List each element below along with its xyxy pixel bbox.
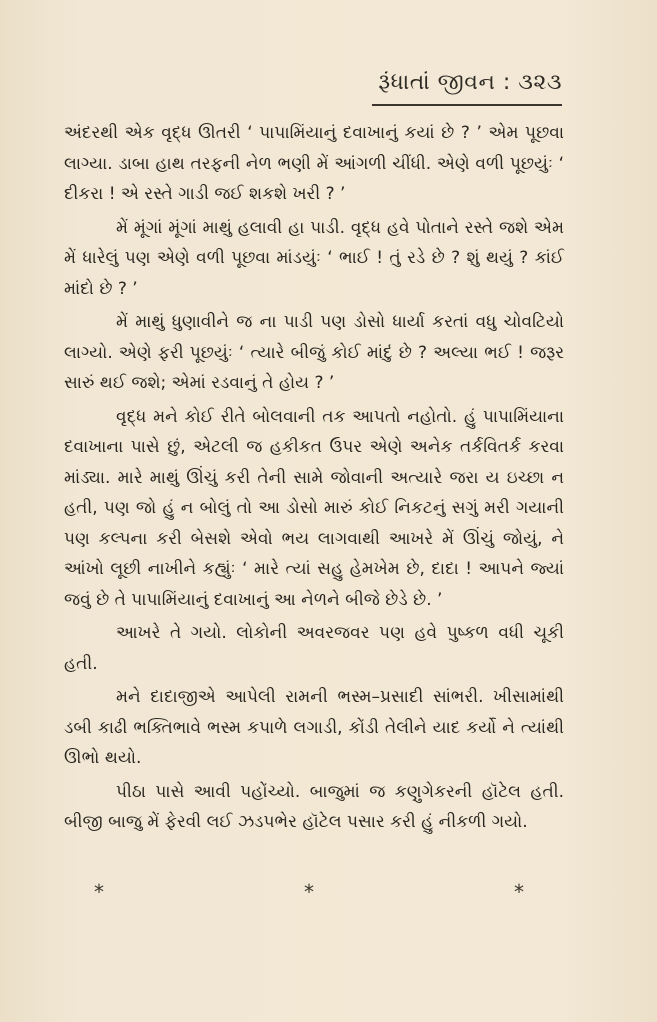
paragraph-7: પીઠા પાસે આવી પહોંચ્યો. બાજુમાં જ કણુગેકરની હૉટેલ હતી. બીજી બાજુ મેં ફેરવી લઈ ઝડપભેર હૉટેલ પસાર કરી હું નીકળી ગયો. bbox=[64, 781, 564, 832]
asterisk-3: * bbox=[514, 880, 524, 904]
paragraph-3: મેં માથું ધુણાવીને જ ના પાડી પણ ડોસો ધાર્યા કરતાં વધુ ચોવટિયો લાગ્યો. એણે ફરી પૂછયુંઃ ‘ ત્યારે બીજું કોઈ માંદું છે ? અલ્યા ભઈ ! જરૂર સારું થઈ જશે; એમાં રડવાનું તે હોય ? ’ bbox=[64, 312, 564, 393]
page-body bbox=[64, 118, 564, 841]
paragraph-2: મેં મૂંગાં મૂંગાં માથું હલાવી હા પાડી. વૃદ્ધ હવે પોતાને રસ્તે જશે એમ મેં ધારેલું પણ એણે વળી પૂછવા માંડયુંઃ ‘ ભાઈ ! તું રડે છે ? શું થયું ? કાંઈ માંદો છે ? ’ bbox=[64, 217, 564, 299]
asterisk-1: * bbox=[94, 880, 104, 904]
paragraph-4: વૃદ્ધ મને કોઈ રીતે બોલવાની તક આપતો નહોતો. હું પાપામિંયાના દવાખાના પાસે છું, એટલી જ હકીકત ઉપર એણે અનેક તર્કવિતર્ક કરવા માંડ્યા. મારે માથું ઊંચું કરી તેની સામે જોવાની અત્યારે જરા ય ઇચ્છા ન હતી, પણ જો હું ન બોલું તો આ ડોસો મારું કોઈ નિકટનું સગું મરી ગયાની પણ કલ્પના કરી બેસશે એવો ભય લાગવાથી આખરે મેં ઊંચું જોયું, ને આંખો લૂછી નાખીને કહ્યુંઃ ‘ મારે ત્યાં સહુ હેમખેમ છે, દાદા ! આપને જ્યાં જવું છે તે પાપામિંયાનું દવાખાનું આ નેળને બીજે છેડે છે. ’ bbox=[64, 406, 564, 610]
header-underline bbox=[372, 104, 562, 106]
paragraph-1: અંદરથી એક વૃદ્ધ ઊતરી ‘ પાપામિંયાનું દવાખાનું કયાં છે ? ’ એમ પૂછવા લાગ્યા. ડાબા હાથ તરફની નેળ ભણી મેં આંગળી ચીંધી. એણે વળી પૂછયુંઃ ‘ દીકરા ! એ રસ્તે ગાડી જઈ શકશે ખરી ? ’ bbox=[64, 123, 564, 204]
running-header: રૂંધાતાં જીવન : ૩૨૩ bbox=[378, 70, 562, 95]
paragraph-6: મને દાદાજીએ આપેલી રામની ભસ્મ–પ્રસાદી સાંભરી. ખીસામાંથી ડબી કાઢી ભક્તિભાવે ભસ્મ કપાળે લગાડી, કોંડી તેલીને યાદ કર્યો ને ત્યાંથી ઊભો થયો. bbox=[64, 687, 564, 768]
section-break bbox=[64, 880, 564, 904]
paragraph-5: આખરે તે ગયો. લોકોની અવરજવર પણ હવે પુષ્કળ વધી ચૂકી હતી. bbox=[64, 623, 564, 674]
asterisk-2: * bbox=[304, 880, 314, 904]
